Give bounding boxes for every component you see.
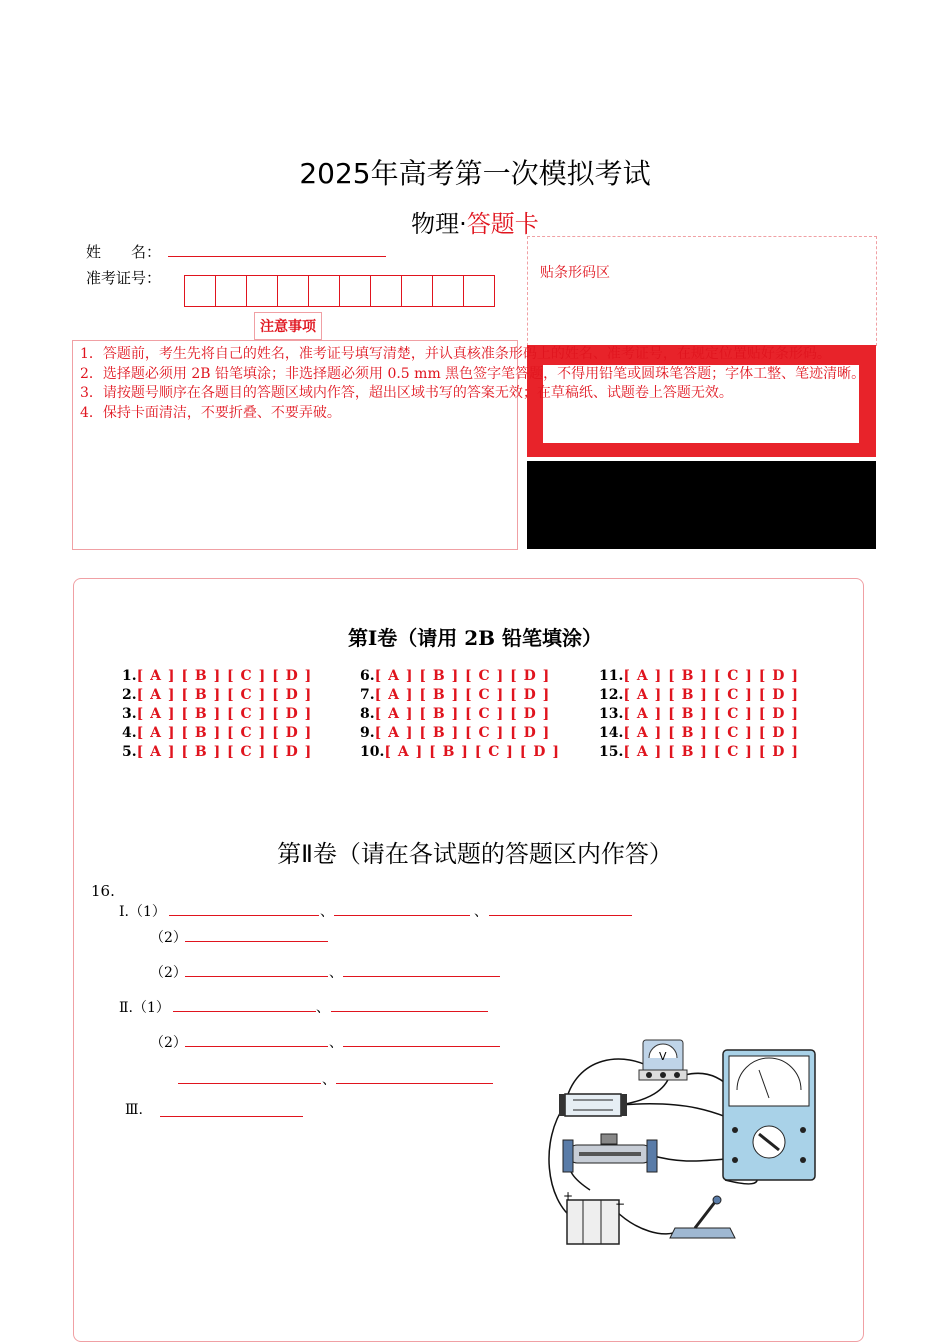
separator: 、 (322, 1072, 336, 1088)
q16-iii-label: Ⅲ. (125, 1102, 143, 1118)
mc-row[interactable]: 2.[ A ] [ B ] [ C ] [ D ] (122, 687, 313, 703)
separator: 、 (329, 1035, 343, 1051)
subtitle (0, 204, 950, 239)
mc-column-3 (599, 667, 799, 762)
id-digit-box[interactable] (370, 275, 402, 307)
q16-ii-2-label: （2） (150, 1035, 187, 1051)
separator: 、 (474, 904, 488, 920)
q16-i-1-label: Ⅰ.（1） (119, 904, 166, 920)
name-field[interactable] (168, 256, 386, 257)
answer-blank[interactable] (185, 941, 328, 942)
svg-text:V: V (659, 1050, 667, 1063)
q16-i-3-label: （2） (150, 965, 187, 981)
mc-row[interactable]: 1.[ A ] [ B ] [ C ] [ D ] (122, 668, 313, 684)
mc-row[interactable]: 6.[ A ] [ B ] [ C ] [ D ] (360, 668, 551, 684)
name-label: 姓 名： (86, 243, 162, 261)
part2-title: 第Ⅱ卷（请在各试题的答题区内作答） (277, 840, 673, 868)
answer-blank[interactable] (185, 1046, 328, 1047)
mc-row[interactable]: 3.[ A ] [ B ] [ C ] [ D ] (122, 706, 313, 722)
black-block (527, 461, 876, 549)
mc-column-1 (122, 667, 312, 762)
part1-title: 第Ⅰ卷（请用 2B 铅笔填涂） (347, 626, 603, 650)
id-digit-box[interactable] (401, 275, 433, 307)
notice-item: 2．选择题必须用 2B 铅笔填涂；非选择题必须用 0.5 mm 黑色签字笔答题，不得用铅笔或圆珠笔答题；字体工整、笔迹清晰。 (80, 365, 866, 382)
mc-row[interactable]: 13.[ A ] [ B ] [ C ] [ D ] (599, 706, 799, 722)
q16-ii-1-label: Ⅱ.（1） (119, 1000, 170, 1016)
id-digit-box[interactable] (432, 275, 464, 307)
notice-item: 4．保持卡面清洁，不要折叠、不要弄破。 (80, 404, 341, 421)
answer-blank[interactable] (489, 915, 632, 916)
id-digit-box[interactable] (277, 275, 309, 307)
id-digit-box[interactable] (215, 275, 247, 307)
rheostat-icon (563, 1134, 657, 1172)
question-number: 16. (91, 882, 115, 900)
svg-text:−: − (615, 1197, 626, 1211)
notice-tag: 注意事项 (254, 312, 322, 340)
mc-row[interactable]: 11.[ A ] [ B ] [ C ] [ D ] (599, 668, 799, 684)
id-digit-box[interactable] (308, 275, 340, 307)
mc-row[interactable]: 15.[ A ] [ B ] [ C ] [ D ] (599, 744, 799, 760)
id-digit-box[interactable] (184, 275, 216, 307)
voltmeter-icon (639, 1040, 687, 1080)
answer-blank[interactable] (331, 1011, 488, 1012)
mc-row[interactable]: 12.[ A ] [ B ] [ C ] [ D ] (599, 687, 799, 703)
notice-list (80, 345, 865, 423)
notice-item: 1．答题前，考生先将自己的姓名，准考证号填写清楚，并认真核准条形码上的姓名、准考证号，在规定位置贴好条形码。 (80, 346, 831, 362)
mc-row[interactable]: 7.[ A ] [ B ] [ C ] [ D ] (360, 687, 551, 703)
resistor-icon (559, 1094, 627, 1116)
id-label: 准考证号： (86, 269, 162, 287)
mc-row[interactable]: 10.[ A ] [ B ] [ C ] [ D ] (360, 744, 560, 760)
id-digit-box[interactable] (463, 275, 495, 307)
notice-item: 3．请按题号顺序在各题目的答题区域内作答，超出区域书写的答案无效；在草稿纸、试题卷上答题无效。 (80, 385, 733, 401)
svg-text:+: + (563, 1189, 574, 1203)
battery-icon (563, 1189, 625, 1244)
mc-row[interactable]: 8.[ A ] [ B ] [ C ] [ D ] (360, 706, 551, 722)
mc-column-2 (360, 667, 560, 762)
barcode-label: 贴条形码区 (540, 265, 610, 281)
answer-blank[interactable] (336, 1083, 493, 1084)
answer-blank[interactable] (185, 976, 328, 977)
circuit-diagram (535, 1030, 820, 1255)
subject-label: 物理· (411, 210, 467, 238)
card-label: 答题卡 (466, 210, 539, 238)
answer-blank[interactable] (169, 915, 319, 916)
mc-row[interactable]: 9.[ A ] [ B ] [ C ] [ D ] (360, 725, 551, 741)
separator: 、 (316, 1000, 330, 1016)
switch-icon (670, 1196, 735, 1238)
exam-id-boxes[interactable] (184, 275, 494, 307)
q16-i-2-label: （2） (150, 930, 187, 946)
answer-blank[interactable] (173, 1011, 316, 1012)
answer-blank[interactable] (160, 1116, 303, 1117)
page-title: 2025年高考第一次模拟考试 (299, 157, 651, 190)
mc-row[interactable]: 14.[ A ] [ B ] [ C ] [ D ] (599, 725, 799, 741)
answer-blank[interactable] (178, 1083, 321, 1084)
multimeter-icon (723, 1050, 815, 1180)
separator: 、 (329, 965, 343, 981)
mc-row[interactable]: 5.[ A ] [ B ] [ C ] [ D ] (122, 744, 313, 760)
separator: 、 (320, 904, 334, 920)
id-digit-box[interactable] (246, 275, 278, 307)
wire (615, 1210, 680, 1234)
answer-blank[interactable] (343, 1046, 500, 1047)
barcode-area (527, 236, 877, 346)
id-digit-box[interactable] (339, 275, 371, 307)
answer-blank[interactable] (343, 976, 500, 977)
answer-blank[interactable] (334, 915, 470, 916)
mc-row[interactable]: 4.[ A ] [ B ] [ C ] [ D ] (122, 725, 313, 741)
